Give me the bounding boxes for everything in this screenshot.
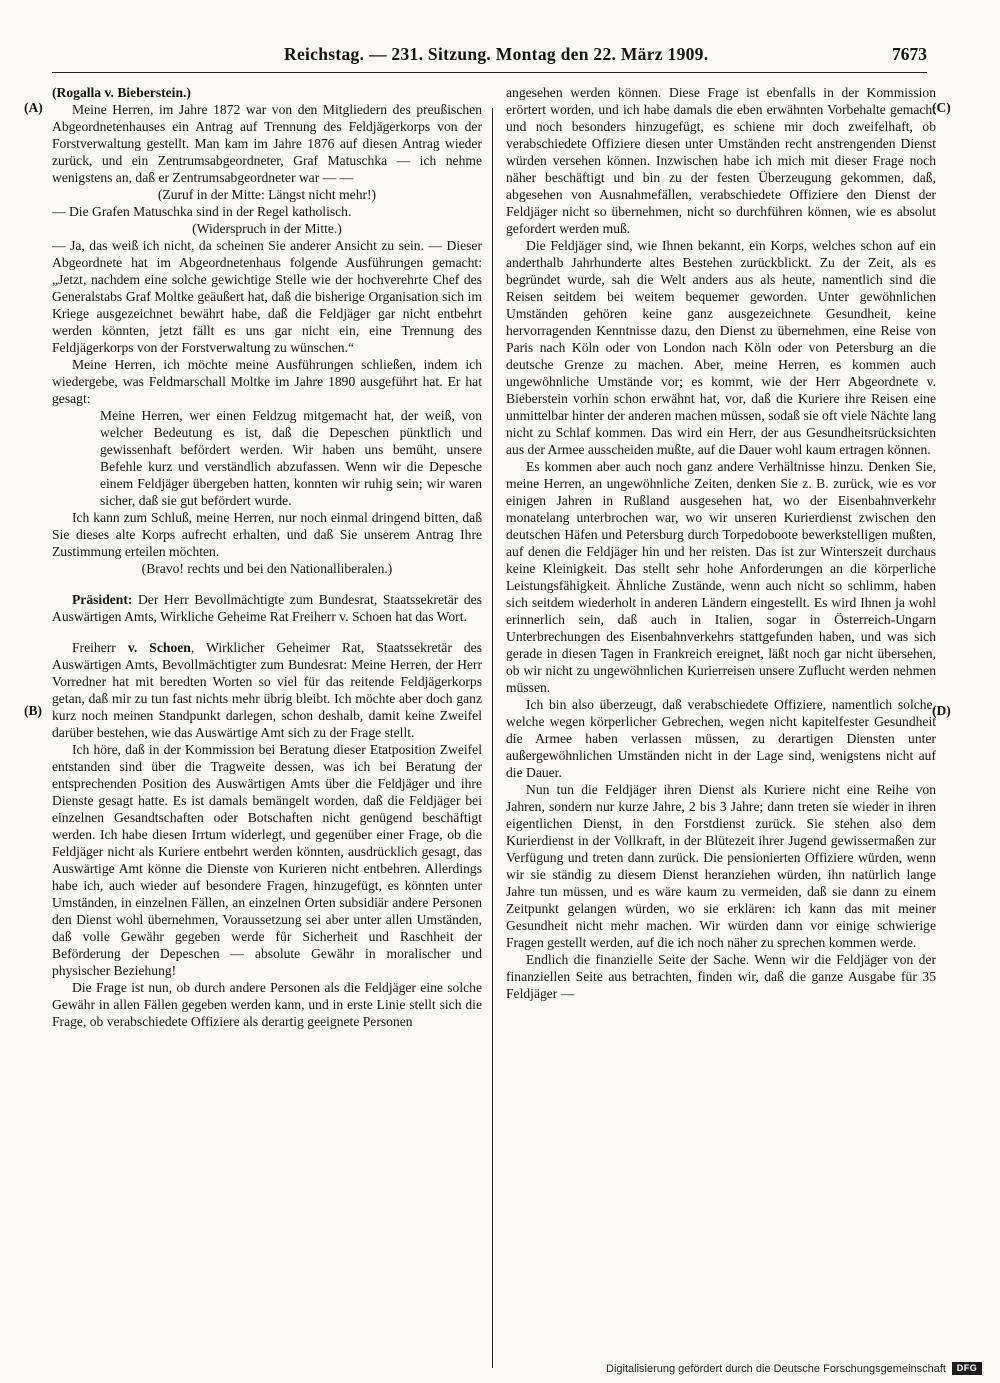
column-divider <box>492 108 493 1368</box>
paragraph-schoen <box>52 639 482 741</box>
credit-text: Digitalisierung gefördert durch die Deutsche Forschungsgemeinschaft <box>606 1362 946 1375</box>
paragraph: Ich höre, daß in der Kommission bei Beratung dieser Etatposition Zweifel entstanden sind über die Tragweite dessen, was ich bei Beratung der entsprechenden Position des Auswärtigen Amts über die Feldjäger und ihre Dienste gesagt hatte. Es ist damals bemängelt worden, daß die Feldjäger bei einzelnen Gesandtschaften oder Botschaften nicht genügend beschäftigt werden. Ich habe diesen Irrtum widerlegt, und gegenüber einer Frage, ob die Feldjäger nicht als Kuriere entbehrt werden könnten, ausdrücklich gesagt, das Auswärtige Amt könne die Dienste von Kurieren nicht entbehren. Allerdings habe ich, auch wieder auf besondere Fragen, hinzugefügt, es könnten unter Umständen, in einzelnen Fällen, an einzelnen Orten subsidiär andere Personen den Dienst wohl übernehmen, Voraussetzung sei aber unter allen Umständen, daß volle Gewähr gegeben werde für Sicherheit und Raschheit der Beförderung der Depeschen — absolute Gewähr in moralischer und physischer Beziehung! <box>52 742 482 978</box>
margin-mark-b: (B) <box>24 703 42 718</box>
speaker-name: Präsident: <box>72 592 133 607</box>
document-page <box>52 44 936 1304</box>
paragraph: Nun tun die Feldjäger ihren Dienst als Kuriere nicht eine Reihe von Jahren, sondern nur kurze Jahre, 2 bis 3 Jahre; dann treten sie wieder in ihren eigentlichen Dienst, in den Forstdienst zurück. Sie stehen also dem Kurierdienst in der Vollkraft, in der Blütezeit ihrer Jugend gewissermaßen zur Verfügung und treten dann zurück. Die pensionierten Offiziere würden, wenn wir sie ständig zu diesem Dienst heranziehen würden, ihn natürlich lange Jahre tun müssen, und es wäre kaum zu vermeiden, daß sie dann zu einem Zeitpunkt gelangen würden, wo sie erklären: ich kann das mit meiner Gesundheit nicht mehr machen. Wir würden dann vor einige schwierige Fragen gestellt werden, auf die ich noch näher zu sprechen kommen werde. <box>506 782 936 950</box>
interjection: (Bravo! rechts und bei den Nationalliberalen.) <box>141 561 393 576</box>
interjection: (Widerspruch in der Mitte.) <box>192 221 342 236</box>
speaker-title: Freiherr <box>72 640 128 655</box>
paragraph: angesehen werden können. Diese Frage ist ebenfalls in der Kommission erörtert worden, und ich habe damals die eben erwähnten Vorbehalte gemacht und noch besonders hinzugefügt, es schiene mir doch zweifelhaft, ob verabschiedete Offiziere diesen unter Umständen recht anstrengenden Dienst würden versehen können. Inzwischen habe ich mich mit dieser Frage noch näher beschäftigt und bin zu der festen Überzeugung gekommen, daß, abgesehen von Ausnahmefällen, verabschiedete Offiziere den Dienst der Feldjäger nicht so übernehmen, nicht so durchführen können, wie es absolut gefordert werden muß. <box>506 85 936 236</box>
quotation: Meine Herren, wer einen Feldzug mitgemacht hat, der weiß, von welcher Bedeutung es ist, daß die Depeschen pünktlich und gewissenhaft befördert werden. Wir haben uns bemüht, unsere Befehle kurz und verständlich abzufassen. Wenn wir die Depesche einem Feldjäger übergeben hatten, konnten wir ruhig sein; wir waren sicher, daß sie gut befördert wurde. <box>100 408 482 508</box>
header-rule <box>52 72 927 73</box>
paragraph: Es kommen aber auch noch ganz andere Verhältnisse hinzu. Denken Sie, meine Herren, an ungewöhnliche Zeiten, denken Sie z. B. zurück, wie es vor einigen Jahren in Rußland ausgesehen hat, wo der Eisenbahnverkehr monatelang unterbrochen war, wo wir unseren Kurierdienst zwischen den deutschen Häfen und Petersburg durch Torpedoboote bewerkstelligen mußten, auf denen die Feldjäger hin und her reisten. Das ist zur Winterszeit durchaus keine Kleinigkeit. Das stellt sehr hohe Anforderungen an die körperliche Leistungsfähigkeit. Ähnliche Zustände, wenn auch nicht so schlimm, haben sich seitdem wiederholt in anderen Ländern eingestellt. Es wird Ihnen ja wohl erinnerlich sein, daß auch in Italien, sogar in Österreich-Ungarn Unterbrechungen des Eisenbahnverkehrs stattgefunden haben, und was sich gerade in diesen Tagen in Frankreich ereignet, läßt noch gar nicht übersehen, ob wir nicht zu ungewöhnlichen Kurierreisen unsere Zuflucht werden nehmen müssen. <box>506 459 936 695</box>
paragraph: — Die Grafen Matuschka sind in der Regel katholisch. <box>52 204 352 219</box>
paragraph: Die Frage ist nun, ob durch andere Personen als die Feldjäger eine solche Gewähr in allen Fällen gegeben werden kann, und in erste Linie stellt sich die Frage, ob verabschiedete Offiziere als derartig geeignete Personen <box>52 980 482 1029</box>
margin-mark-c: (C) <box>932 100 951 115</box>
paragraph: Die Feldjäger sind, wie Ihnen bekannt, ein Korps, welches schon auf ein anderthalb Jahrhunderte altes Bestehen zurückblickt. Zu der Zeit, als es begründet wurde, sah die Welt anders aus als heute, namentlich sind die Reisen seitdem bei weitem bequemer geworden. Unter gewöhnlichen Umständen gehören keine ganz ausgezeichnete Gesundheit, keine hervorragenden Kenntnisse dazu, den Dienst zu übernehmen, eine Reise von Paris nach Köln oder von London nach Köln oder von Petersburg an die deutsche Grenze zu machen. Aber, meine Herren, es kommen auch ungewöhnliche Umstände vor; es kommt, wie der Herr Abgeordnete v. Bieberstein vorhin schon erwähnt hat, vor, daß die Kuriere ihre Reisen eine unmittelbar hinter der anderen machen müssen, sodaß sie oft viele Nächte lang nicht zu Schlaf kommen. Das wird ein Herr, der aus Gesundheitsrücksichten aus der Armee ausscheiden mußte, auf die Dauer wohl kaum ertragen können. <box>506 238 936 457</box>
interjection: (Zuruf in der Mitte: Längst nicht mehr!) <box>157 187 377 202</box>
paragraph-text: Der Herr Bevollmächtigte zum Bundesrat, Staatssekretär des Auswärtigen Amts, Wirkliche Geheime Rat Freiherr v. Schoen hat das Wort. <box>52 592 482 624</box>
paragraph: Meine Herren, ich möchte meine Ausführungen schließen, indem ich wiedergebe, was Feldmarschall Moltke im Jahre 1890 ausgeführt hat. Er hat gesagt: <box>52 357 482 406</box>
speaker-tag: (Rogalla v. Bieberstein.) <box>52 85 191 100</box>
footer-credit <box>606 1362 982 1375</box>
paragraph: Ich bin also überzeugt, daß verabschiedete Offiziere, namentlich solche, welche wegen körperlicher Gebrechen, wegen nicht kapitelfester Gesundheit die Armee haben verlassen müssen, zu derartigen Diensten unter außergewöhnlichen Umständen nicht in der Lage sind, wenigstens nicht auf die Dauer. <box>506 697 936 780</box>
margin-mark-d: (D) <box>932 703 951 718</box>
margin-mark-a: (A) <box>24 100 43 115</box>
paragraph: Ich kann zum Schluß, meine Herren, nur noch einmal dringend bitten, daß Sie dieses alte Korps aufrecht erhalten, und daß Sie unserem Antrag Ihre Zustimmung erteilen möchten. <box>52 510 482 559</box>
running-head: Reichstag. — 231. Sitzung. Montag den 22. März 1909. <box>284 44 709 64</box>
paragraph: — Ja, das weiß ich nicht, da scheinen Sie anderer Ansicht zu sein. — Dieser Abgeordnete hat im Abgeordnetenhaus folgende Ausführungen gemacht: „Jetzt, nachdem eine solche gewichtige Stelle wie der hochverehrte Chef des Generalstabs Graf Moltke geäußert hat, daß die bisherige Organisation sich im Kriege ausgezeichnet bewährt habe, daß die Feldjäger gar nicht entbehrt werden könnten, jetzt fällt es uns gar nicht ein, eine Trennung des Feldjägerkorps von der Forstverwaltung zu wünschen.“ <box>52 238 482 355</box>
speaker-name: v. Schoen <box>127 640 191 655</box>
paragraph-text: , Wirklicher Geheimer Rat, Staatssekretär des Auswärtigen Amts, Bevollmächtigter zum Bundesrat: Meine Herren, der Herr Vorredner hat mit beredten Worten so viel für das reitende Feldjägerkorps getan, daß mir zu tun fast nichts mehr übrig bleibt. Ich möchte aber doch ganz kurz noch meinen Standpunkt darlegen, schon deshalb, damit keine Zweifel darüber bestehen, wie das Auswärtige Amt sich zu der Frage stellt. <box>52 640 482 740</box>
page-header <box>52 44 927 70</box>
paragraph: Endlich die finanzielle Seite der Sache. Wenn wir die Feldjäger von der finanziellen Seite aus betrachten, finden wir, daß die ganze Ausgabe für 35 Feldjäger — <box>506 952 936 1001</box>
paragraph-president <box>52 591 482 625</box>
page-number: 7673 <box>892 44 927 64</box>
right-column <box>506 84 936 1309</box>
left-column <box>52 84 482 1309</box>
paragraph: Meine Herren, im Jahre 1872 war von den Mitgliedern des preußischen Abgeordnetenhauses ein Antrag auf Trennung des Feldjägerkorps von der Forstverwaltung gestellt. Man kam im Jahre 1876 auf diesen Antrag wieder zurück, und ein Zentrumsabgeordneter, Graf Matuschka — ich nehme wenigstens an, daß er Zentrumsabgeordneter war — — <box>52 102 482 185</box>
dfg-logo-icon: DFG <box>952 1362 982 1375</box>
